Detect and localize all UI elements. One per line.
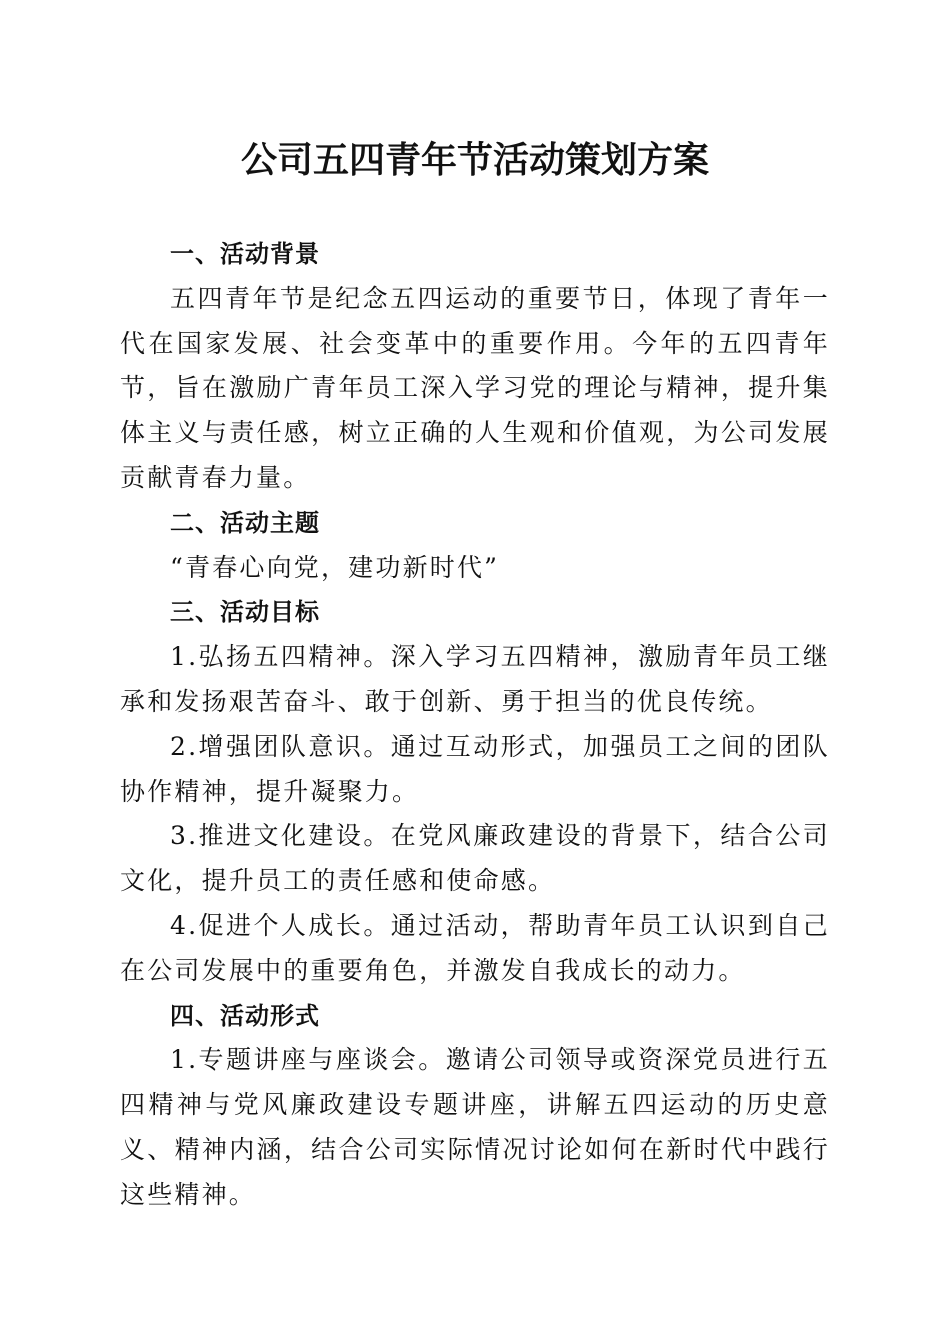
section-heading-format: 四、活动形式 <box>170 1001 320 1030</box>
goal-paragraph-1: 1.弘扬五四精神。深入学习五四精神，激励青年员工继承和发扬艰苦奋斗、敢于创新、勇于担当的优良传统。 <box>120 642 830 716</box>
goal-paragraph-4: 4.促进个人成长。通过活动，帮助青年员工认识到自己在公司发展中的重要角色，并激发自我成长的动力。 <box>120 910 830 985</box>
goal-paragraph-3: 3.推进文化建设。在党风廉政建设的背景下，结合公司文化，提升员工的责任感和使命感。 <box>120 821 830 896</box>
document-title: 公司五四青年节活动策划方案 <box>240 139 709 181</box>
section-heading-background: 一、活动背景 <box>170 240 320 268</box>
document-body <box>120 232 830 1218</box>
section-heading-goals: 三、活动目标 <box>170 598 320 627</box>
section-heading-theme: 二、活动主题 <box>170 508 320 537</box>
goal-paragraph-2: 2.增强团队意识。通过互动形式，加强员工之间的团队协作精神，提升凝聚力。 <box>120 731 830 806</box>
background-paragraph: 五四青年节是纪念五四运动的重要节日，体现了青年一代在国家发展、社会变革中的重要作用。今年的五四青年节，旨在激励广青年员工深入学习党的理论与精神，提升集体主义与责任感，树立正确的人生观和价值观，为公司发展贡献青春力量。 <box>120 283 830 492</box>
format-paragraph-1: 1.专题讲座与座谈会。邀请公司领导或资深党员进行五四精神与党风廉政建设专题讲座，讲解五四运动的历史意义、精神内涵，结合公司实际情况讨论如何在新时代中践行这些精神。 <box>120 1045 830 1209</box>
theme-paragraph: “青春心向党，建功新时代” <box>170 552 500 582</box>
